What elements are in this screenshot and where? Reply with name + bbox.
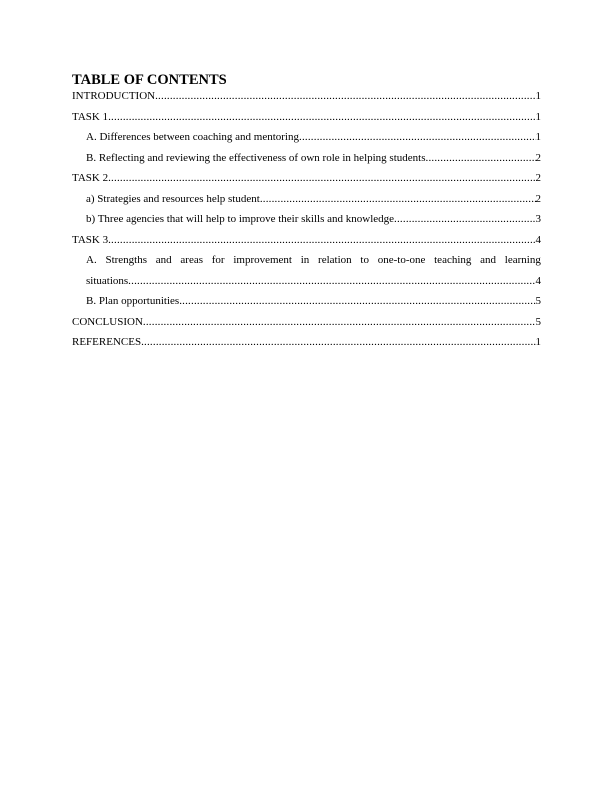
toc-entry-text: TASK 3: [72, 233, 109, 246]
toc-entry-text: A. Differences between coaching and mentoring: [86, 131, 299, 143]
toc-page-number: 5: [535, 295, 541, 307]
toc-entry-task-3-a[interactable]: [72, 247, 541, 288]
toc-entry-text: TASK 2: [72, 172, 109, 184]
toc-entry-text: B. Plan opportunities: [86, 295, 180, 307]
toc-word: Strengths: [105, 254, 148, 266]
toc-word: A.: [86, 254, 97, 266]
toc-entry-text-line-1: [86, 247, 541, 268]
toc-entry-task-2[interactable]: [72, 165, 541, 186]
document-page: [72, 72, 541, 349]
toc-page-number: 1: [535, 90, 541, 102]
toc-entry-text: REFERENCES: [72, 336, 142, 348]
toc-word: relation: [318, 254, 352, 266]
toc-entry-text-line-2: [86, 267, 541, 288]
toc-page-number: 1: [535, 336, 541, 348]
toc-dot-leader: [260, 192, 536, 206]
toc-entry-task-1-b[interactable]: [72, 144, 541, 165]
toc-dot-leader: [179, 294, 535, 308]
toc-dot-leader: [155, 89, 535, 103]
toc-page-number: 4: [535, 233, 541, 246]
toc-dot-leader: [108, 171, 535, 185]
toc-page-number: 2: [535, 151, 541, 164]
toc-word: in: [300, 254, 310, 266]
toc-word: improvement: [233, 254, 292, 266]
toc-word: and: [480, 254, 497, 266]
toc-entry-references[interactable]: [72, 329, 541, 350]
toc-word: learning: [504, 254, 541, 266]
toc-page-number: 1: [535, 110, 541, 123]
toc-word: and: [155, 254, 172, 266]
toc-entry-introduction[interactable]: [72, 88, 541, 103]
toc-entry-text: TASK 1: [72, 110, 109, 123]
toc-dot-leader: [108, 233, 535, 247]
toc-entry-conclusion[interactable]: [72, 308, 541, 329]
toc-word: for: [211, 254, 225, 266]
toc-page-number: 4: [535, 274, 541, 287]
toc-dot-leader: [426, 151, 536, 165]
toc-entry-task-3-b[interactable]: [72, 288, 541, 309]
toc-dot-leader: [143, 315, 536, 329]
toc-entry-task-3[interactable]: [72, 226, 541, 247]
toc-entry-text: CONCLUSION: [72, 315, 143, 328]
toc-dot-leader: [141, 335, 535, 349]
toc-dot-leader: [299, 130, 536, 144]
toc-dot-leader: [108, 110, 535, 124]
toc-word: to: [360, 254, 369, 266]
toc-entry-text: INTRODUCTION: [72, 90, 156, 102]
toc-title: TABLE OF CONTENTS: [72, 72, 227, 88]
toc-entry-text: situations: [86, 274, 129, 287]
toc-word: one-to-one: [377, 254, 426, 266]
toc-entry-task-2-b[interactable]: [72, 206, 541, 227]
toc-page-number: 3: [535, 213, 541, 225]
toc-dot-leader: [128, 274, 535, 288]
toc-list: [72, 88, 541, 349]
toc-entry-task-1[interactable]: [72, 103, 541, 124]
toc-entry-task-2-a[interactable]: [72, 185, 541, 206]
toc-entry-text: b) Three agencies that will help to improve their skills and knowledge: [86, 213, 395, 225]
toc-page-number: 2: [535, 192, 541, 205]
toc-page-number: 5: [535, 315, 541, 328]
toc-page-number: 1: [535, 131, 541, 143]
toc-entry-text: B. Reflecting and reviewing the effectiveness of own role in helping students: [86, 151, 426, 164]
toc-dot-leader: [394, 212, 535, 226]
toc-entry-text: a) Strategies and resources help student: [86, 192, 260, 205]
toc-word: teaching: [434, 254, 472, 266]
toc-word: areas: [180, 254, 203, 266]
toc-page-number: 2: [535, 172, 541, 184]
toc-entry-task-1-a[interactable]: [72, 124, 541, 145]
